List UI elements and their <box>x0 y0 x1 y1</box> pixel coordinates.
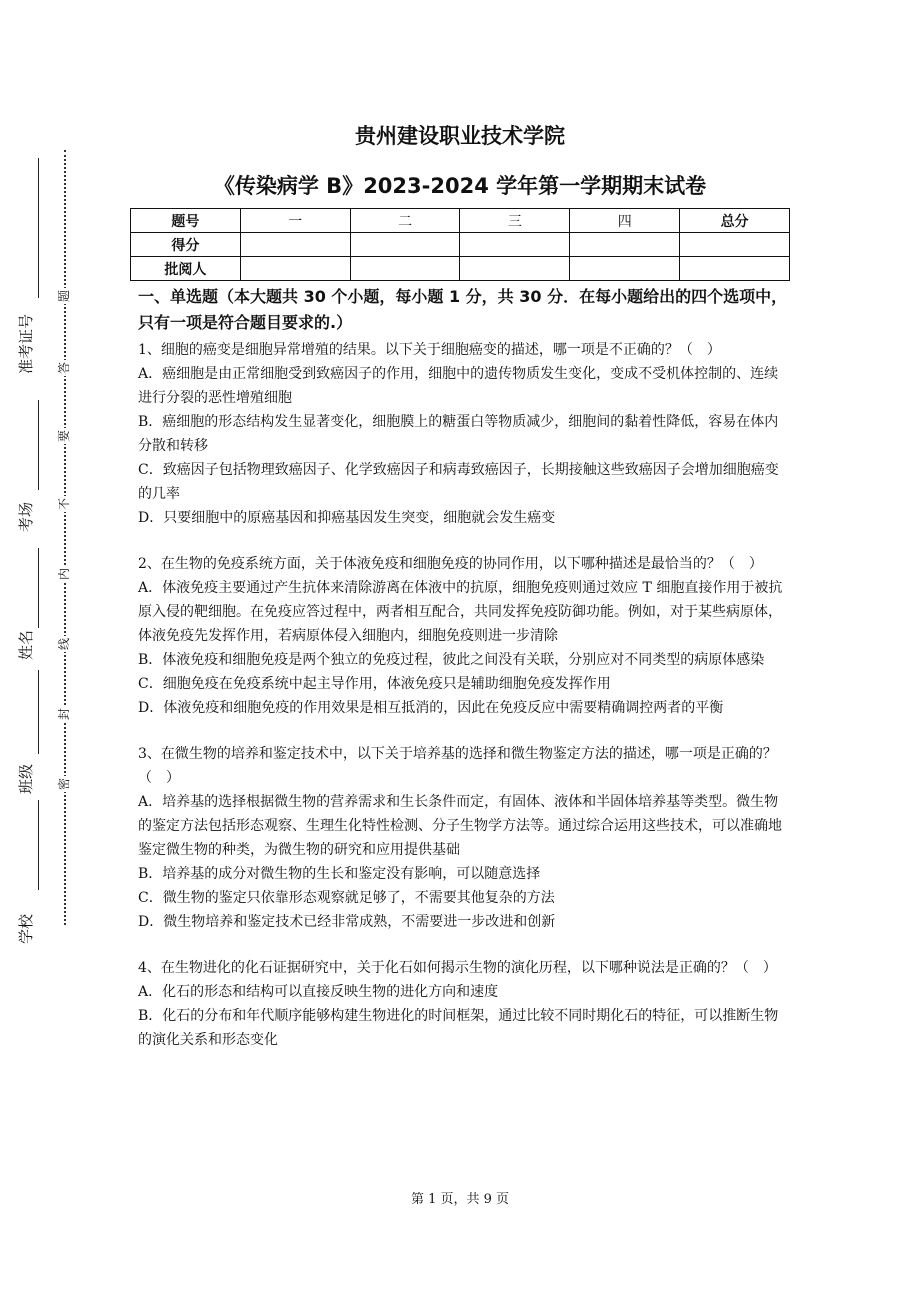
option-c: C．微生物的鉴定只依靠形态观察就足够了，不需要其他复杂的方法 <box>138 890 555 906</box>
field-label-school: 学校 <box>17 913 35 944</box>
field-label-name: 姓名 <box>17 629 35 660</box>
grader-cell <box>460 257 570 281</box>
question-stem: 3、在微生物的培养和鉴定技术中，以下关于培养基的选择和微生物鉴定方法的描述，哪一项是正确的？（ ） <box>138 746 777 786</box>
option-b: B．培养基的成分对微生物的生长和鉴定没有影响，可以随意选择 <box>138 866 541 882</box>
score-table-row-score <box>131 233 790 257</box>
field-label-exam-room: 考场 <box>17 501 35 532</box>
grader-cell <box>240 257 350 281</box>
field-line-name <box>38 548 39 628</box>
score-table-header-row <box>131 209 790 233</box>
question-3 <box>138 742 788 934</box>
option-b: B．化石的分布和年代顺序能够构建生物进化的时间框架，通过比较不同时期化石的特征，可以推断生物的演化关系和形态变化 <box>138 1008 779 1048</box>
score-cell <box>460 233 570 257</box>
exam-title: 《传染病学 B》2023-2024 学年第一学期期末试卷 <box>213 174 707 198</box>
score-table-header: 一 <box>240 209 350 233</box>
score-table-header: 四 <box>570 209 680 233</box>
option-b: B．体液免疫和细胞免疫是两个独立的免疫过程，彼此之间没有关联，分别应对不同类型的病原体感染 <box>138 652 765 668</box>
field-label-class: 班级 <box>17 763 35 794</box>
seal-char: 题 <box>57 290 71 303</box>
score-cell <box>680 233 790 257</box>
seal-char: 封 <box>57 708 71 721</box>
seal-char: 不 <box>57 498 71 511</box>
option-c: C．致癌因子包括物理致癌因子、化学致癌因子和病毒致癌因子，长期接触这些致癌因子会增加细胞癌变的几率 <box>138 462 779 502</box>
grader-cell <box>570 257 680 281</box>
option-b: B．癌细胞的形态结构发生显著变化，细胞膜上的糖蛋白等物质减少，细胞间的黏着性降低，容易在体内分散和转移 <box>138 414 779 454</box>
field-label-exam-number: 准考证号 <box>17 313 35 374</box>
option-d: D．体液免疫和细胞免疫的作用效果是相互抵消的，因此在免疫反应中需要精确调控两者的平衡 <box>138 700 724 716</box>
seal-dotted-line <box>64 150 66 925</box>
score-cell <box>570 233 680 257</box>
option-a: A．体液免疫主要通过产生抗体来清除游离在体液中的抗原，细胞免疫则通过效应 T 细胞直接作用于被抗原入侵的靶细胞。在免疫应答过程中，两者相互配合，共同发挥免疫防御功能。例如，对于某些病原体，体液免疫先发挥作用，若病原体侵入细胞内，细胞免疫则进一步清除 <box>138 580 783 644</box>
grader-cell <box>350 257 460 281</box>
score-table-row-grader <box>131 257 790 281</box>
score-table-header: 三 <box>460 209 570 233</box>
score-table-header: 总分 <box>680 209 790 233</box>
score-table <box>130 208 790 281</box>
seal-char: 答 <box>57 362 71 375</box>
field-line-school <box>38 800 39 890</box>
seal-char: 内 <box>57 568 71 581</box>
score-cell <box>240 233 350 257</box>
option-c: C．细胞免疫在免疫系统中起主导作用，体液免疫只是辅助细胞免疫发挥作用 <box>138 676 611 692</box>
score-table-row-label: 批阅人 <box>131 257 241 281</box>
score-cell <box>350 233 460 257</box>
option-d: D．微生物培养和鉴定技术已经非常成熟，不需要进一步改进和创新 <box>138 914 556 930</box>
question-1 <box>138 338 788 530</box>
exam-content <box>138 284 788 1052</box>
grader-cell <box>680 257 790 281</box>
option-a: A．癌细胞是由正常细胞受到致癌因子的作用，细胞中的遗传物质发生变化，变成不受机体控制的、连续进行分裂的恶性增殖细胞 <box>138 366 779 406</box>
section-title: 一、单选题（本大题共 30 个小题，每小题 1 分，共 30 分．在每小题给出的四个选项中，只有一项是符合题目要求的.） <box>138 287 788 332</box>
score-table-header: 二 <box>350 209 460 233</box>
seal-char: 密 <box>57 778 71 791</box>
school-title: 贵州建设职业技术学院 <box>355 124 565 148</box>
page-footer: 第 1 页，共 9 页 <box>410 1192 510 1207</box>
option-a: A．培养基的选择根据微生物的营养需求和生长条件而定，有固体、液体和半固体培养基等类型。微生物的鉴定方法包括形态观察、生理生化特性检测、分子生物学方法等。通过综合运用这些技术，可以准确地鉴定微生物的种类，为微生物的研究和应用提供基础 <box>138 794 782 858</box>
question-stem: 1、细胞的癌变是细胞异常增殖的结果。以下关于细胞癌变的描述，哪一项是不正确的？（ ） <box>138 342 721 358</box>
question-2 <box>138 552 788 720</box>
score-table-row-label: 得分 <box>131 233 241 257</box>
question-4 <box>138 956 788 1052</box>
field-line-class <box>38 670 39 754</box>
field-line-exam-room <box>38 400 39 490</box>
option-d: D．只要细胞中的原癌基因和抑癌基因发生突变，细胞就会发生癌变 <box>138 510 556 526</box>
score-table-header: 题号 <box>131 209 241 233</box>
seal-char: 要 <box>57 430 71 443</box>
option-a: A．化石的形态和结构可以直接反映生物的进化方向和速度 <box>138 984 499 1000</box>
seal-char: 线 <box>57 638 71 651</box>
question-stem: 4、在生物进化的化石证据研究中，关于化石如何揭示生物的演化历程，以下哪种说法是正确的？（ ） <box>138 960 777 976</box>
question-stem: 2、在生物的免疫系统方面，关于体液免疫和细胞免疫的协同作用，以下哪种描述是最恰当的？（ ） <box>138 556 763 572</box>
